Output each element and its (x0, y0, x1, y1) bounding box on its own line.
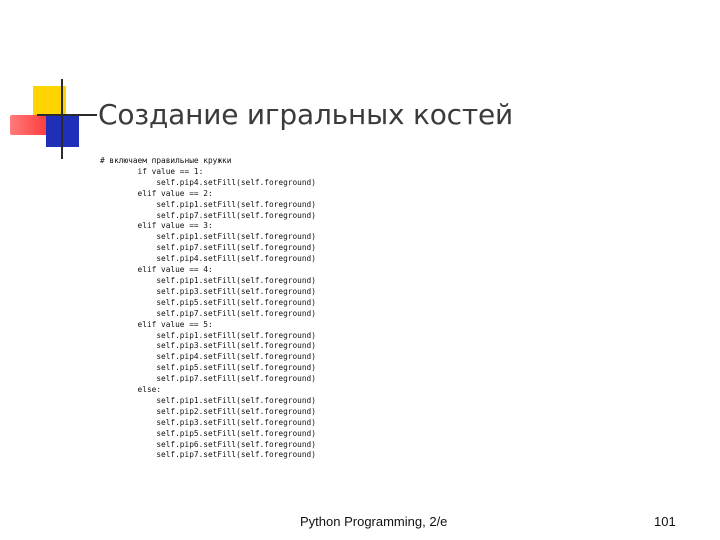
code-line: self.pip6.setFill(self.foreground) (100, 439, 316, 449)
code-line: self.pip7.setFill(self.foreground) (100, 243, 316, 253)
code-line: self.pip4.setFill(self.foreground) (100, 352, 316, 362)
code-line: # включаем правильные кружки (100, 156, 232, 165)
code-line: elif value == 5: (100, 319, 213, 329)
code-line: self.pip4.setFill(self.foreground) (100, 177, 316, 187)
code-line: else: (100, 385, 162, 395)
code-line: self.pip1.setFill(self.foreground) (100, 199, 316, 209)
code-line: self.pip5.setFill(self.foreground) (100, 428, 316, 438)
code-line: self.pip1.setFill(self.foreground) (100, 275, 316, 285)
code-line: self.pip5.setFill(self.foreground) (100, 363, 316, 373)
code-line: self.pip4.setFill(self.foreground) (100, 254, 316, 264)
code-line: elif value == 3: (100, 221, 213, 231)
slide-title: Создание игральных костей (98, 98, 514, 131)
slide-footer: Python Programming, 2/e (300, 514, 448, 529)
code-line: elif value == 2: (100, 188, 213, 198)
code-line: self.pip5.setFill(self.foreground) (100, 297, 316, 307)
slide-decoration (0, 0, 100, 170)
code-line: self.pip3.setFill(self.foreground) (100, 417, 316, 427)
code-line: self.pip2.setFill(self.foreground) (100, 406, 316, 416)
code-line: self.pip1.setFill(self.foreground) (100, 395, 316, 405)
code-line: self.pip7.setFill(self.foreground) (100, 374, 316, 384)
code-line: elif value == 4: (100, 265, 213, 275)
code-line: self.pip1.setFill(self.foreground) (100, 232, 316, 242)
code-line: self.pip7.setFill(self.foreground) (100, 450, 316, 460)
code-line: self.pip7.setFill(self.foreground) (100, 210, 316, 220)
decoration-vertical-line (61, 79, 63, 159)
code-line: self.pip3.setFill(self.foreground) (100, 286, 316, 296)
code-line: self.pip1.setFill(self.foreground) (100, 330, 316, 340)
page-number: 101 (654, 514, 676, 529)
code-line: if value == 1: (100, 166, 204, 176)
decoration-horizontal-line (37, 114, 97, 116)
code-line: self.pip3.setFill(self.foreground) (100, 341, 316, 351)
code-block (100, 156, 316, 461)
code-line: self.pip7.setFill(self.foreground) (100, 308, 316, 318)
